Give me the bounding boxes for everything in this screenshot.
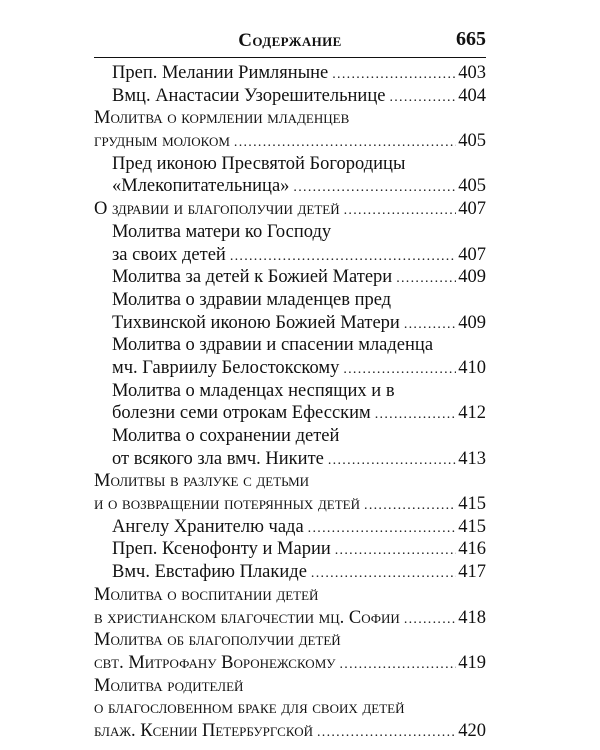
toc-entry-page: 405 [458, 131, 486, 152]
toc-entry-text: Молитва о воспитании детей [94, 584, 319, 605]
toc-line [94, 312, 486, 335]
toc-entry-text: грудным молоком [94, 131, 230, 152]
toc-entry-text: Молитва о здравии и спасении младенца [112, 335, 434, 356]
toc-entry-page: 415 [458, 494, 486, 515]
toc-line [94, 130, 486, 153]
dot-leader [340, 200, 457, 223]
toc-line [94, 652, 486, 675]
toc-entry-page: 412 [458, 403, 486, 424]
dot-leader [339, 359, 456, 382]
toc-entry-text: Молитва о сохранении детей [112, 426, 340, 446]
toc-entry-page: 409 [458, 312, 486, 333]
header-rule [94, 57, 486, 58]
dot-leader [307, 563, 456, 586]
toc-entry-page: 407 [458, 244, 486, 265]
page-title: Содержание [238, 30, 342, 51]
toc-line [94, 470, 486, 493]
toc-line [94, 448, 486, 471]
toc-entry-text: за своих детей [112, 244, 226, 265]
dot-leader [289, 177, 456, 200]
toc-entry-text: свт. Митрофану Воронежскому [94, 652, 336, 673]
toc-entry-text: Вмч. Евстафию Плакиде [112, 562, 307, 583]
dot-leader [313, 722, 456, 745]
toc-entry-text: Молитвы в разлуке с детьми [94, 471, 310, 492]
running-header [94, 28, 486, 54]
dot-leader [371, 404, 457, 427]
toc-line [94, 493, 486, 516]
toc-entry-page: 410 [458, 357, 486, 378]
toc-line [94, 266, 486, 289]
toc-line [94, 198, 486, 221]
toc-entry-text: О здравии и благополучии детей [94, 199, 340, 220]
toc-entry-text: Молитва об благополучии детей [94, 630, 341, 651]
toc-line [94, 62, 486, 85]
toc-entry-text: Молитва о здравии младенцев пред [112, 289, 392, 310]
toc-line [94, 357, 486, 380]
toc-entry-text: Молитва матери ко Господу [112, 221, 332, 242]
toc-entry-text: Ангелу Хранителю чада [112, 516, 304, 537]
toc-line [94, 244, 486, 267]
toc-entry-text: от всякого зла вмч. Никите [112, 448, 324, 469]
toc-line [94, 402, 486, 425]
table-of-contents [94, 62, 486, 743]
toc-line [94, 289, 486, 312]
dot-leader [226, 246, 456, 269]
toc-entry-text: Молитва о младенцах неспящих и в [112, 380, 395, 401]
dot-leader [385, 87, 456, 110]
toc-entry-text: Тихвинской иконою Божией Матери [112, 312, 400, 333]
toc-entry-page: 418 [458, 607, 486, 628]
toc-line [94, 720, 486, 743]
dot-leader [304, 518, 457, 541]
toc-line [94, 629, 486, 652]
toc-line [94, 675, 486, 698]
toc-line [94, 175, 486, 198]
toc-entry-text: Преп. Ксенофонту и Марии [112, 539, 331, 560]
toc-line [94, 334, 486, 357]
toc-line [94, 85, 486, 108]
toc-entry-page: 403 [458, 63, 486, 83]
toc-line [94, 380, 486, 403]
toc-line [94, 107, 486, 130]
dot-leader [335, 654, 456, 677]
toc-entry-page: 409 [458, 267, 486, 288]
toc-entry-text: и о возвращении потерянных детей [94, 494, 361, 515]
toc-line [94, 425, 486, 448]
toc-entry-text: мч. Гавриилу Белостокскому [112, 357, 340, 378]
toc-entry-page: 417 [458, 562, 486, 583]
dot-leader [328, 64, 456, 87]
dot-leader [360, 495, 456, 518]
dot-leader [400, 609, 456, 632]
dot-leader [324, 450, 456, 473]
toc-entry-page: 404 [458, 85, 486, 106]
toc-entry-page: 407 [458, 199, 486, 220]
toc-entry-text: «Млекопитательница» [112, 176, 290, 197]
toc-entry-page: 420 [458, 720, 486, 741]
toc-entry-page: 416 [458, 539, 486, 560]
toc-entry-text: в христианском благочестии мц. Софии [94, 607, 400, 628]
toc-entry-page: 415 [458, 516, 486, 537]
toc-line [94, 153, 486, 176]
toc-entry-text: о благословенном браке для своих детей [94, 698, 405, 719]
toc-entry-page: 405 [458, 176, 486, 197]
toc-line [94, 561, 486, 584]
toc-entry-page: 419 [458, 652, 486, 673]
toc-entry-text: блаж. Ксении Петербургской [94, 720, 313, 741]
toc-entry-text: Пред иконою Пресвятой Богородицы [112, 153, 406, 174]
toc-line [94, 538, 486, 561]
dot-leader [230, 132, 456, 155]
toc-entry-text: Молитва за детей к Божией Матери [112, 267, 393, 288]
toc-entry-text: болезни семи отрокам Ефесским [112, 403, 371, 424]
toc-line [94, 221, 486, 244]
toc-line [94, 697, 486, 720]
toc-entry-text: Молитва о кормлении младенцев [94, 108, 350, 129]
toc-entry-page: 413 [458, 448, 486, 469]
toc-line [94, 516, 486, 539]
dot-leader [392, 268, 456, 291]
toc-line [94, 584, 486, 607]
page-number: 665 [456, 28, 486, 50]
toc-entry-text: Вмц. Анастасии Узорешительнице [112, 85, 386, 106]
dot-leader [331, 540, 457, 563]
dot-leader [400, 314, 456, 337]
toc-entry-text: Молитва родителей [94, 675, 244, 696]
toc-entry-text: Преп. Мелании Римляныне [112, 63, 329, 83]
toc-line [94, 607, 486, 630]
